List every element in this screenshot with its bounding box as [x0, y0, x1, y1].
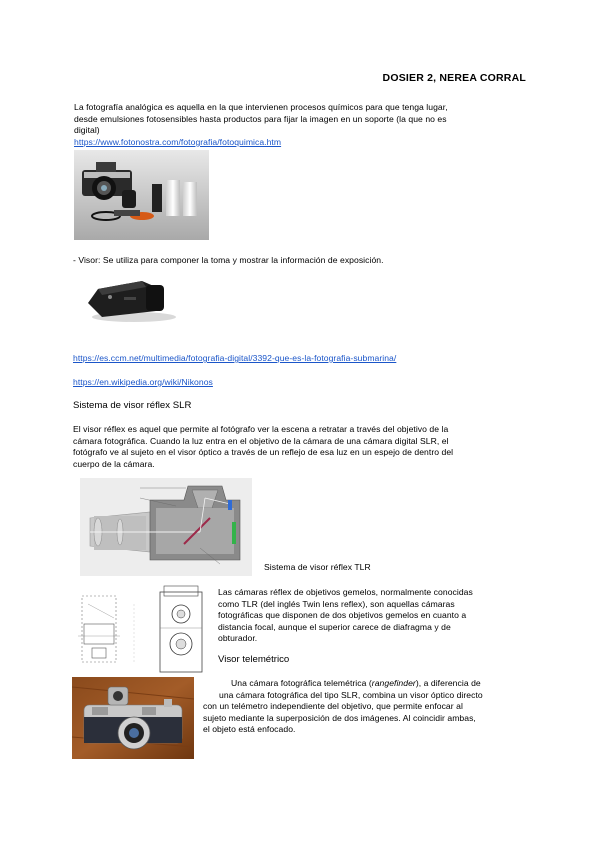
- rangefinder-heading: Visor telemétrico: [218, 654, 290, 665]
- rangefinder-line: el objeto está enfocado.: [203, 724, 296, 735]
- slr-line: cámara fotográfica. Cuando la luz entra en el objetivo de la cámara de una cámara digital SLR, el: [73, 435, 449, 446]
- visor-definition: - Visor: Se utiliza para componer la toma y mostrar la información de exposición.: [73, 255, 384, 265]
- slr-line: cuerpo de la cámara.: [73, 458, 155, 469]
- slr-paragraph: [73, 424, 533, 470]
- tlr-line: distancia focal, aunque el superior carece de diafragma y de: [218, 621, 451, 632]
- nikonos-link[interactable]: https://en.wikipedia.org/wiki/Nikonos: [73, 377, 213, 387]
- rangefinder-line: sujeto mediante la superposición de dos imágenes. Al coincidir ambas,: [203, 712, 476, 723]
- fotonostra-link[interactable]: https://www.fotonostra.com/fotografia/fotoquimica.htm: [74, 136, 282, 147]
- tlr-line: obturador.: [218, 633, 258, 644]
- rangefinder-line: Una cámara fotográfica telemétrica (rangefinder), a diferencia de: [231, 678, 481, 688]
- document-title: DOSIER 2, NEREA CORRAL: [382, 72, 526, 84]
- rangefinder-paragraph: [203, 678, 533, 736]
- tlr-paragraph: [218, 587, 518, 645]
- tlr-line: fotográficas que disponen de dos objetivos gemelos en cuanto a: [218, 610, 467, 621]
- underwater-photo-link[interactable]: https://es.ccm.net/multimedia/fotografia-digital/3392-que-es-la-fotografia-submarina/: [73, 353, 397, 363]
- intro-line: digital): [74, 125, 100, 136]
- viewfinder-photo: [84, 267, 184, 325]
- rangefinder-term: rangefinder: [371, 678, 416, 688]
- slr-line: El visor réflex es aquel que permite al fotógrafo ver la escena a retratar a través del objetivo de la: [73, 424, 449, 434]
- slr-diagram: [80, 478, 252, 576]
- slr-line: fotógrafo ve al sujeto en el visor óptico a través de un reflejo de esa luz en un espejo de dentro del: [73, 447, 454, 458]
- rangefinder-line: una cámara fotográfica del tipo SLR, combina un visor óptico directo: [219, 689, 483, 700]
- rangefinder-line: con un telémetro independiente del objetivo, que permite enfocar al: [203, 701, 463, 712]
- rangefinder-camera-photo: [72, 677, 194, 759]
- tlr-line: Las cámaras réflex de objetivos gemelos, normalmente conocidas: [218, 587, 473, 597]
- intro-line: La fotografía analógica es aquella en la que intervienen procesos químicos para que tenga lugar,: [74, 102, 448, 112]
- intro-line: desde emulsiones fotosensibles hasta productos para fijar la imagen en un soporte (la que no es: [74, 113, 447, 124]
- intro-paragraph: [74, 102, 534, 148]
- tlr-camera-sketch: [74, 584, 209, 676]
- analog-camera-photo: [74, 150, 209, 240]
- tlr-line: como TLR (del inglés Twin lens reflex), son aquellas cámaras: [218, 598, 455, 609]
- slr-diagram-caption: Sistema de visor réflex TLR: [264, 562, 371, 572]
- slr-heading: Sistema de visor réflex SLR: [73, 400, 192, 411]
